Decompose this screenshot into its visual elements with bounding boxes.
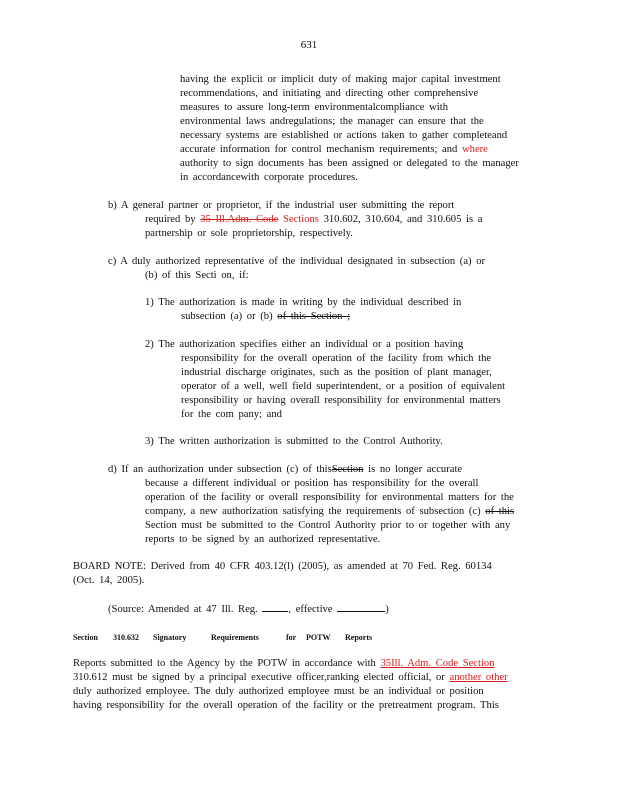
deleted-text: Section — [331, 464, 364, 475]
item-1 — [145, 296, 461, 324]
text-line: for the com pany; and — [181, 409, 282, 420]
text-line-body: accurate information for control mechanism requirements; and — [180, 144, 458, 155]
item-3 — [145, 435, 443, 449]
text-line — [180, 143, 519, 157]
heading-word: POTW — [306, 633, 331, 642]
inserted-text: where — [462, 144, 488, 155]
text-line: b) A general partner or proprietor, if the industrial user submitting the report — [108, 200, 455, 211]
deleted-text: of this Section ; — [277, 311, 351, 322]
text-line: partnership or sole proprietorship, respectively. — [145, 228, 353, 239]
text-line: having responsibility for the overall operation of the facility or the pretreatment program. This — [73, 700, 499, 711]
text-line: responsibility for the overall operation of the facility from which the — [181, 353, 492, 364]
inserted-text: another other — [449, 672, 508, 683]
text-line: necessary systems are established or actions taken to gather completeand — [180, 130, 508, 141]
heading-word: Section — [73, 633, 98, 642]
item-2 — [145, 338, 505, 422]
subsection-d — [108, 463, 514, 547]
text-line — [73, 657, 508, 671]
heading-word: Reports — [345, 633, 373, 642]
text-fragment: is no longer accurate — [368, 464, 463, 475]
text-line — [108, 463, 514, 477]
text-line: Section must be submitted to the Control Authority prior to or together with any — [145, 520, 511, 531]
text-fragment: , effective — [288, 604, 333, 615]
text-line: (b) of this Secti on, if: — [145, 270, 249, 281]
text-line: in accordancewith corporate procedures. — [180, 172, 358, 183]
text-line: because a different individual or position has responsibility for the overall — [145, 478, 479, 489]
text-line — [145, 310, 461, 324]
heading-number: 310.632 — [113, 633, 139, 642]
page-number: 631 — [300, 39, 318, 51]
text-line: c) A duly authorized representative of the individual designated in subsection (a) or — [108, 256, 486, 267]
text-fragment: subsection (a) or (b) — [181, 311, 273, 322]
text-line: industrial discharge originates, such as the position of plant manager, — [181, 367, 492, 378]
text-line: authority to sign documents has been assigned or delegated to the manager — [180, 158, 519, 169]
text-line: 1) The authorization is made in writing by the individual described in — [145, 297, 462, 308]
blank-line — [337, 601, 385, 612]
deleted-text: 35 Ill.Adm. Code — [200, 214, 279, 225]
text-line: duly authorized employee. The duly authorized employee must be an individual or position — [73, 686, 484, 697]
deleted-text: of this — [485, 506, 515, 517]
subsection-b — [108, 199, 482, 241]
text-line — [108, 601, 389, 617]
text-line: recommendations, and initiating and directing other comprehensive — [180, 88, 479, 99]
heading-word: for — [286, 633, 297, 642]
text-fragment: ) — [385, 604, 389, 615]
inserted-text: Sections — [283, 214, 319, 225]
subsection-c — [108, 255, 485, 283]
text-line: 3) The written authorization is submitted to the Control Authority. — [145, 436, 443, 447]
text-line: reports to be signed by an authorized representative. — [145, 534, 381, 545]
text-line: responsibility or having overall responsibility for environmental matters — [181, 395, 501, 406]
text-line: (Oct. 14, 2005). — [73, 575, 145, 586]
board-note — [73, 560, 492, 588]
text-fragment: (Source: Amended at 47 Ill. Reg. — [108, 604, 258, 615]
heading-word: Signatory — [153, 633, 187, 642]
text-line — [108, 213, 482, 227]
inserted-text: 35Ill. Adm. Code Section — [380, 658, 495, 669]
text-fragment: 310.612 must be signed by a principal executive officer,ranking elected official, or — [73, 672, 445, 683]
continued-paragraph — [180, 73, 519, 185]
heading-word: Requirements — [211, 633, 259, 642]
text-line — [73, 671, 508, 685]
text-line — [108, 505, 514, 519]
text-line: having the explicit or implicit duty of making major capital investment — [180, 74, 501, 85]
text-line: 2) The authorization specifies either an individual or a position having — [145, 339, 464, 350]
text-fragment: required by — [145, 214, 196, 225]
text-line: BOARD NOTE: Derived from 40 CFR 403.12(l) (2005), as amended at 70 Fed. Reg. 60134 — [73, 561, 492, 572]
text-line: environmental laws andregulations; the manager can ensure that the — [180, 116, 484, 127]
text-line: operation of the facility or overall responsibility for environmental matters for the — [145, 492, 514, 503]
source-note — [108, 601, 389, 617]
body-paragraph — [73, 657, 508, 713]
blank-line — [262, 601, 288, 612]
text-line: measures to assure long-term environmentalcompliance with — [180, 102, 448, 113]
text-fragment: d) If an authorization under subsection (c) of this — [108, 464, 332, 475]
text-fragment: company, a new authorization satisfying the requirements of subsection (c) — [145, 506, 481, 517]
text-fragment: Reports submitted to the Agency by the POTW in accordance with — [73, 658, 376, 669]
text-line: operator of a well, well field superintendent, or a position of equivalent — [181, 381, 506, 392]
text-fragment: 310.602, 310.604, and 310.605 is a — [323, 214, 483, 225]
